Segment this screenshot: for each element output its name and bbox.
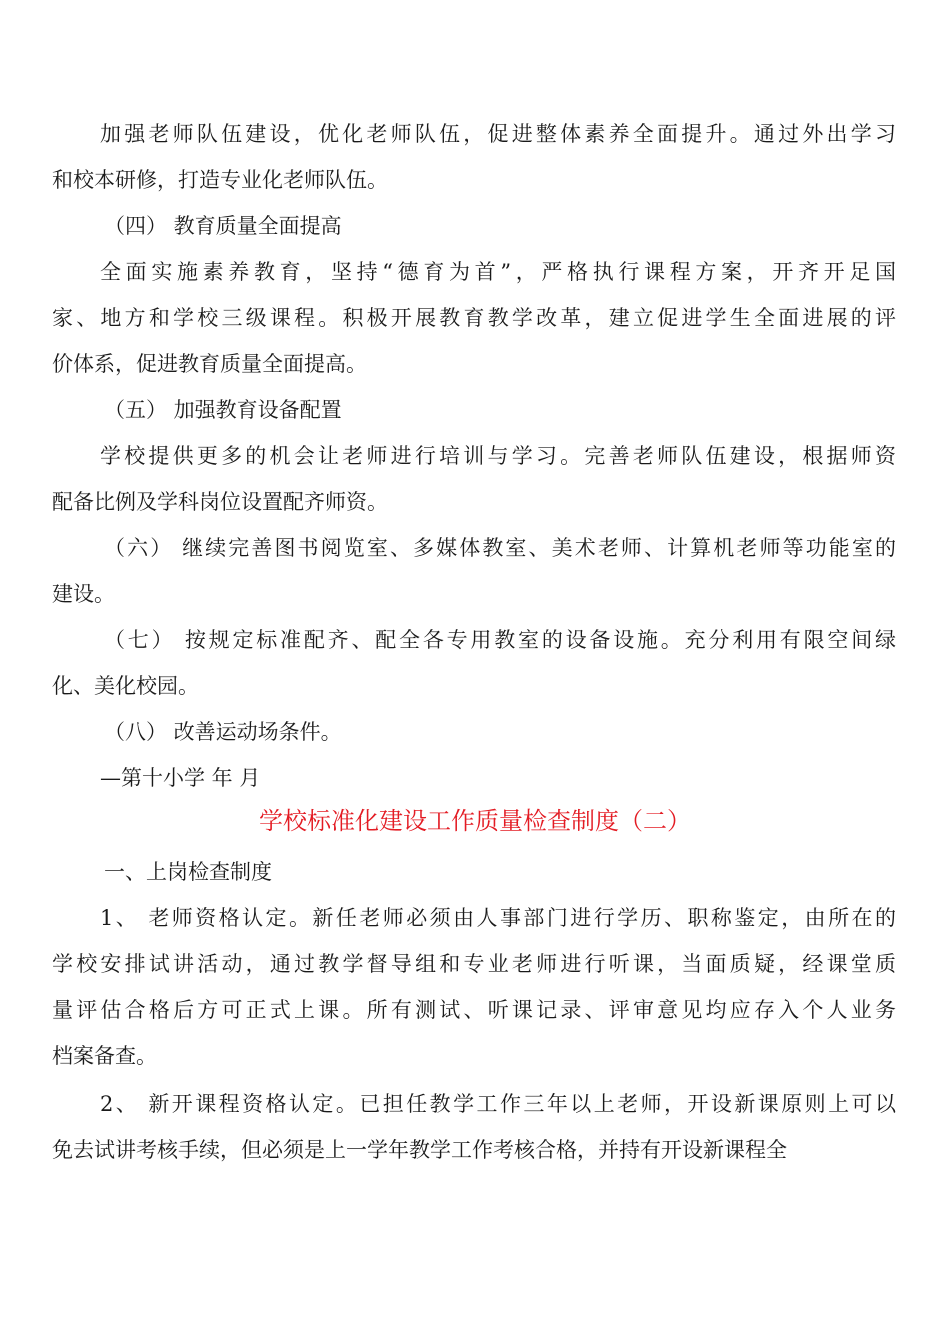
document-title: 学校标准化建设工作质量检查制度（二） xyxy=(259,807,691,835)
paragraph-line: 免去试讲考核手续，但必须是上一学年教学工作考核合格，并持有开设新课程全 xyxy=(52,1138,787,1162)
paragraph-line: 建设。 xyxy=(52,582,115,606)
paragraph-line: （八） 改善运动场条件。 xyxy=(104,720,342,744)
paragraph-line: 档案备查。 xyxy=(52,1044,157,1068)
signature-line: —第十小学 年 月 xyxy=(100,766,261,790)
paragraph-line: 全面实施素养教育，坚持“德育为首”，严格执行课程方案，开齐开足国 xyxy=(100,260,896,284)
paragraph-line: 加强老师队伍建设，优化老师队伍，促进整体素养全面提升。通过外出学习 xyxy=(100,122,896,146)
paragraph-line: 价体系，促进教育质量全面提高。 xyxy=(52,352,367,376)
paragraph-line: 2、 新开课程资格认定。已担任教学工作三年以上老师，开设新课原则上可以 xyxy=(100,1092,896,1116)
paragraph-line: 化、美化校园。 xyxy=(52,674,199,698)
paragraph-line: 1、 老师资格认定。新任老师必须由人事部门进行学历、职称鉴定，由所在的 xyxy=(100,906,896,930)
paragraph-line: 和校本研修，打造专业化老师队伍。 xyxy=(52,168,388,192)
paragraph-line: 学校安排试讲活动，通过教学督导组和专业老师进行听课，当面质疑，经课堂质 xyxy=(52,952,896,976)
paragraph-line: 量评估合格后方可正式上课。所有测试、听课记录、评审意见均应存入个人业务 xyxy=(52,998,896,1022)
paragraph-line: 学校提供更多的机会让老师进行培训与学习。完善老师队伍建设，根据师资 xyxy=(100,444,896,468)
section-heading: （四） 教育质量全面提高 xyxy=(104,214,342,238)
paragraph-line: 家、地方和学校三级课程。积极开展教育教学改革，建立促进学生全面进展的评 xyxy=(52,306,896,330)
paragraph-line: 配备比例及学科岗位设置配齐师资。 xyxy=(52,490,388,514)
section-heading: （五） 加强教育设备配置 xyxy=(104,398,342,422)
paragraph-line: （七） 按规定标准配齐、配全各专用教室的设备设施。充分利用有限空间绿 xyxy=(104,628,896,652)
paragraph-line: （六） 继续完善图书阅览室、多媒体教室、美术老师、计算机老师等功能室的 xyxy=(104,536,896,560)
section-heading: 一、上岗检查制度 xyxy=(104,860,272,884)
